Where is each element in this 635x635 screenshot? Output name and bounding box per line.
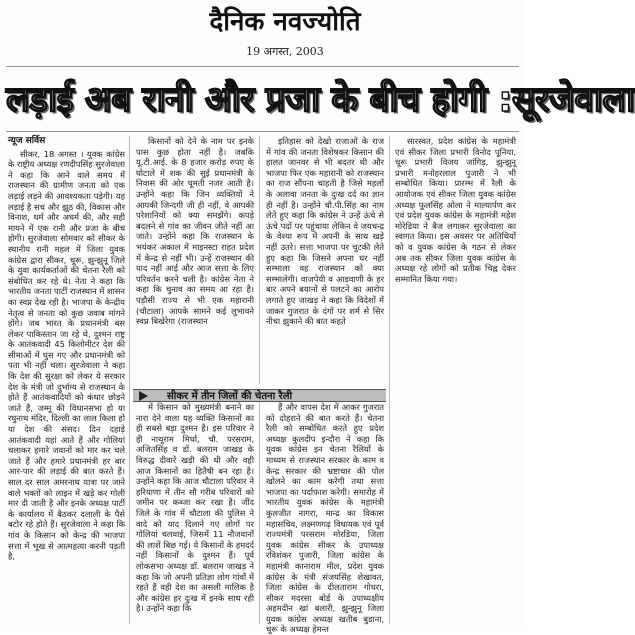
subheading-box (133, 389, 386, 402)
top-rule (6, 66, 519, 67)
headline: लड़ाई अब रानी और प्रजा के बीच होगी :सूरजेवाला (6, 80, 635, 120)
article-column-2 (136, 136, 254, 384)
column-divider (389, 136, 390, 624)
article-column-3-lower (266, 402, 384, 635)
headline-rule (6, 131, 519, 132)
column-3-lower-text: हैं और वापस देश में आकर गुजरात को दोहराने की बात करते हैं। चेतना रैली को सम्बोधित करते हुए प्रदेश अध्यक्ष कुलदीप इन्दौरा ने कहा कि युवक कांग्रेस इन चेतना रैलियों के माध्यम से राजस्थान सरकार के काम व केन्द्र सरकार की भ्रष्टाचार की पोल खोलने का काम करेगी तथा सत्ता भाजपा का पर्दाफाश करेगी। समारोह में भारतीय युवक कांग्रेस के महामंत्री कुलजीत नागरा, मान्द्र का विकास महासचिव, लक्ष्मणगढ़ विधायक एवं पूर्व राज्यमंत्री परसराम मोरडिया, जिला युवक कांग्रेस सीकर के उपाध्यक्ष रविशंकर पुजारी, जिला कांग्रेस के महामंत्री कानाराम मील, प्रदेश युवक कांग्रेस के मंत्री संजयसिंह शेखावत, जिला कांग्रेस के दीलताराम गोधरा, सीकर मदरसा बोर्ड के उपाध्यक्षीय अहमदीन खां बलारी, झुन्झुनू जिला युवक कांग्रेस अध्यक्ष खतीब बुडाना, चूरू के अध्यक्ष हेमन्त (266, 402, 384, 635)
article-column-2-lower (136, 402, 254, 624)
column-4-text: सारस्वत, प्रदेश कांग्रेस के महामंत्री एवं सीकर जिला प्रभारी विनोद पूनिया, चूरू प्रभारी विजय जांगिड़, झुन्झुनू प्रभारी मनोहरलाल पुजारी ने भी सम्बोधित किया। प्रारम्भ में रैली के आयोजक एवं सीकर जिला युवक कांग्रेस अध्यक्ष फूलसिंह ओला ने माल्यार्पण कर एवं प्रदेश युवक कांग्रेस के महामंत्री महेश मोरेडिया ने बैज लगाकर सुरजेवाला का स्वागत किया। इस अवसर पर अतिथियों को व युवक कांग्रेस के गठन से लेकर अब तक सीकर जिला युवक कांग्रेस के अध्यक्ष रहे लोगों को प्रतीक चिह्न देकर सम्मानित किया गया। (395, 136, 516, 284)
column-1-text: सीकर, 18 अगस्त । युवक कांग्रेस के राष्ट्रीय अध्यक्ष रणदीपसिंह सुरजेवाला ने कहा कि आने वाले समय में राजस्थान की ग्रामीण जनता को एक लड़ाई लड़ने की आवश्यकता पड़ेगी। यह लड़ाई है सच और झूठ की, विकास और विनाश, धर्म और अधर्म की, और सही मायने में एक रानी और प्रजा के बीच होगी। सुरजेवाला सोमवार को सीकर के स्थानीय रानी महल में जिला युवक कांग्रेस द्वारा सीकर, चूरू, झुन्झुनू जिले के युवा कार्यकर्ताओं की चेतना रैली को संबोधित कर रहे थे। नेता ने कहा कि भारतीय जनता पार्टी राजस्थान में शासन का स्वप्न देख रही है। भाजपा के केन्द्रीय नेतृत्व से जनता को कुछ जवाब मांगने होंगे। जब भारत के प्रधानमंत्री बस लेकर पाकिस्तान जा रहे थे, दुश्मन राष्ट्र के आतंकवादी 45 किलोमीटर देश की सीमाओं में घुस गए और प्रधानमंत्री को पता भी नहीं चला। सुरजेवाला ने कहा कि देश की सुरक्षा को लेकर ये सरकार देश के मंत्री जो दुर्भाग्य से राजस्थान के होते हैं आतंकवादियों को कंधार छोड़ने जाते हैं, जम्मू की विधानसभा हो या रघुनाथ मंदिर, दिल्ली का लाल किला हो या देश की संसद। दिन दहाड़े आतंकवादी यहां आते हैं और गोलियां चलाकर हमारे जवानों को मार कर चले जाते हैं और हमारे प्रधानमंत्री हर बार आर-पार की लड़ाई की बात करते हैं। साल दर साल अमरनाथ यात्रा पर जाने वाले भक्तों को लाइन में खड़े कर गोली मार दी जाती है और इनके अध्यक्ष पार्टी के कार्यालय में बैठकर दलाली के पैसे बटोर रहे होते हैं। सुरजेवाला ने कहा कि गांव के किसान को केन्द्र की भाजपा सत्ता में भूख से आत्महत्या करनी पड़ती है, (8, 148, 126, 562)
column-divider (129, 136, 130, 624)
column-3-text: इतिहास को देखो राजाओं के राज में गांव की जनता विशेषकर किसान की हालत जानवर से भी बदतर थी और भाजपा फिर एक महारानी को राजस्थान का राज सौंपना चाहती है जिसे महलों के अलावा जनता के दुःख दर्द का ज्ञान ही नहीं है। उन्होंने चौ.पी.सिंह का नाम लेते हुए कहा कि कांग्रेस ने उन्हें ऊंचे से ऊंचे पदों पर पहुंचाया लेकिन वे जयचन्द्र के वेश्या रूप में अपनी के साथ खड़े नहीं उतरे। सत्ता भाजपा पर चुटकी लेते हुए कहा कि जिसने अपना घर नहीं सम्भाला वह राजस्थान को क्या सम्भालेगी। वाजपेयी व आडवाणी के हर बार अपने बयानों से पलटने का आरोप लगाते हुए जाखड़ ने कहा कि विदेशों में जाकर गुजरात के दंगों पर शर्म से सिर नीचा झुकाने की बात कहते (266, 136, 384, 327)
column-2-lower-text: में किसान को मुख्यमंत्री बनाने का नारा देने वाला यह व्यक्ति किसानों का ही सबसे बड़ा दुश्मन है। इस परिवार ने ही नाथूराम मिर्धा, चौ. परसराम, अजितसिंह व डॉ. बलराम जाखड़ के विरुद्ध दीवारें खड़ी की थी और वही आज किसानों का हितैषी बन रहा है। उन्होंने कहा कि आज चौटाला परिवार ने हरियाणा में तीन सौ गरीब परिवारों को जमीन पर कब्जा कर रखा है। जींद जिले के गांव में चौटाला की पुलिस ने वादे को याद दिलाने गए लोगों पर गोलियां चलवाई, जिसमें 11 नौजवानों की लाशें बिछ गई। ये किसानों के हमदर्द नहीं किसानों के दुश्मन हैं। पूर्व लोकसभा अध्यक्ष डॉ. बलराम जाखड़ ने कहा कि जो अपनी प्रतिज्ञा लोग गांवों में रहते हैं वही देश का असली मालिक है और कांग्रेस हर दुःख में इनके साथ रही है। उन्होंने कहा कि (136, 402, 254, 614)
column-divider (259, 136, 260, 384)
masthead: दैनिक नवज्योति (209, 7, 361, 37)
column-divider (259, 402, 260, 624)
column-2-text: किसानों को देने के नाम पर इनके पास कुछ होता नहीं है। जबकि यू.टी.आई. के 8 हजार करोड़ रुपए के घोटाले में शक की सुई प्रधानमंत्री के निवास की ओर घूमती नजर आती है। उन्होंने कहा कि जिन व्यक्तियों ने आपकी जिन्दगी जी ही नहीं, वे आपकी परेशानियों को क्या समझेंगे। कपड़े बदलने से गांव का जीवन जीते नहीं आ जाते। उन्होंने कहा कि राजस्थान के भयंकर अकाल में माइनस्टा राहत प्रदेश में केन्द्र से नहीं भी। उन्हें राजस्थान की याद नहीं आई और आज सत्ता के लिए परिवर्तन करने चली है। कांग्रेस नेता ने कहा कि चुनाव का समय आ रहा है। पड़ौसी राज्य से भी एक महारानी (चौटाला) आपके सामने कई लुभावने स्वप्न बिखेरेगा (राजस्थान (136, 136, 254, 327)
triangle-bullet-icon (139, 391, 148, 401)
subheading: सीकर में तीन जिलों की चेतना रैली (167, 391, 293, 402)
article-column-3 (266, 136, 384, 384)
article-column-1 (8, 136, 125, 624)
news-service-kicker: न्यूज सर्विस (8, 136, 46, 146)
article-column-4 (395, 136, 516, 286)
dateline: 19 अगस्त, 2003 (246, 45, 324, 58)
